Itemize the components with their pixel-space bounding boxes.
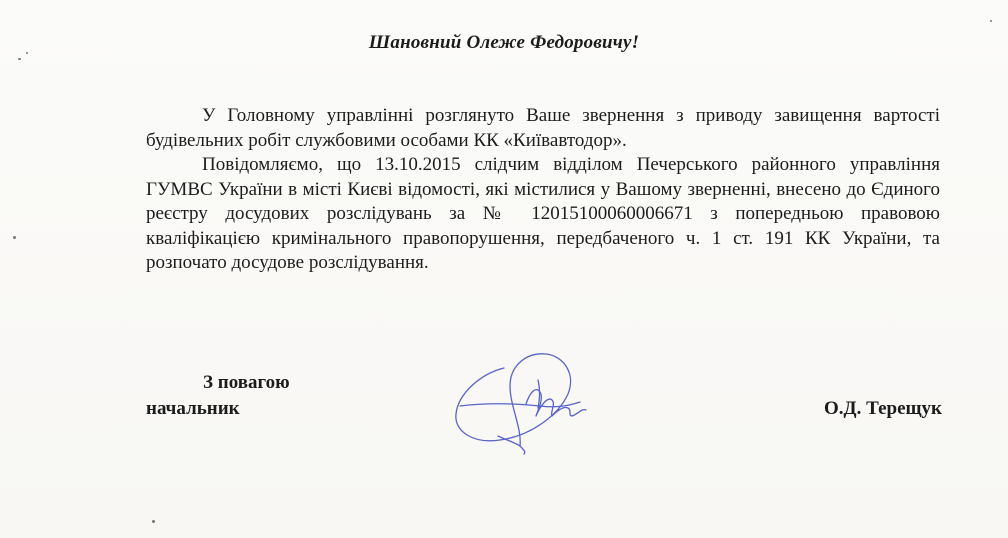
- signer-position: начальник: [146, 398, 240, 419]
- greeting: Шановний Олеже Федоровичу!: [368, 32, 640, 53]
- closing: З повагою: [203, 372, 290, 393]
- letter-body: [146, 104, 940, 276]
- paragraph-2: Повідомляємо, що 13.10.2015 слідчим відділом Печерського районного управління ГУМВС України в місті Києві відомості, які містилися у Вашому зверненні, внесено до Єдиного реєстру досудових розслідувань за № 12015100060006671 з попередньою правовою кваліфікацією кримінального правопорушення, передбаченого ч. 1 ст. 191 КК України, та розпочато досудове розслідування.: [146, 154, 940, 273]
- paper-speck: [990, 20, 992, 22]
- paper-speck: [13, 236, 16, 239]
- signer-name: О.Д. Терещук: [824, 398, 942, 419]
- paper-speck: [18, 58, 21, 60]
- handwritten-signature: [440, 340, 620, 460]
- paper-speck: [26, 52, 28, 54]
- paper-speck: [152, 520, 155, 523]
- paragraph-1: У Головному управлінні розглянуто Ваше звернення з приводу завищення вартості будівельних робіт службовими особами КК «Київавтодор».: [146, 105, 940, 151]
